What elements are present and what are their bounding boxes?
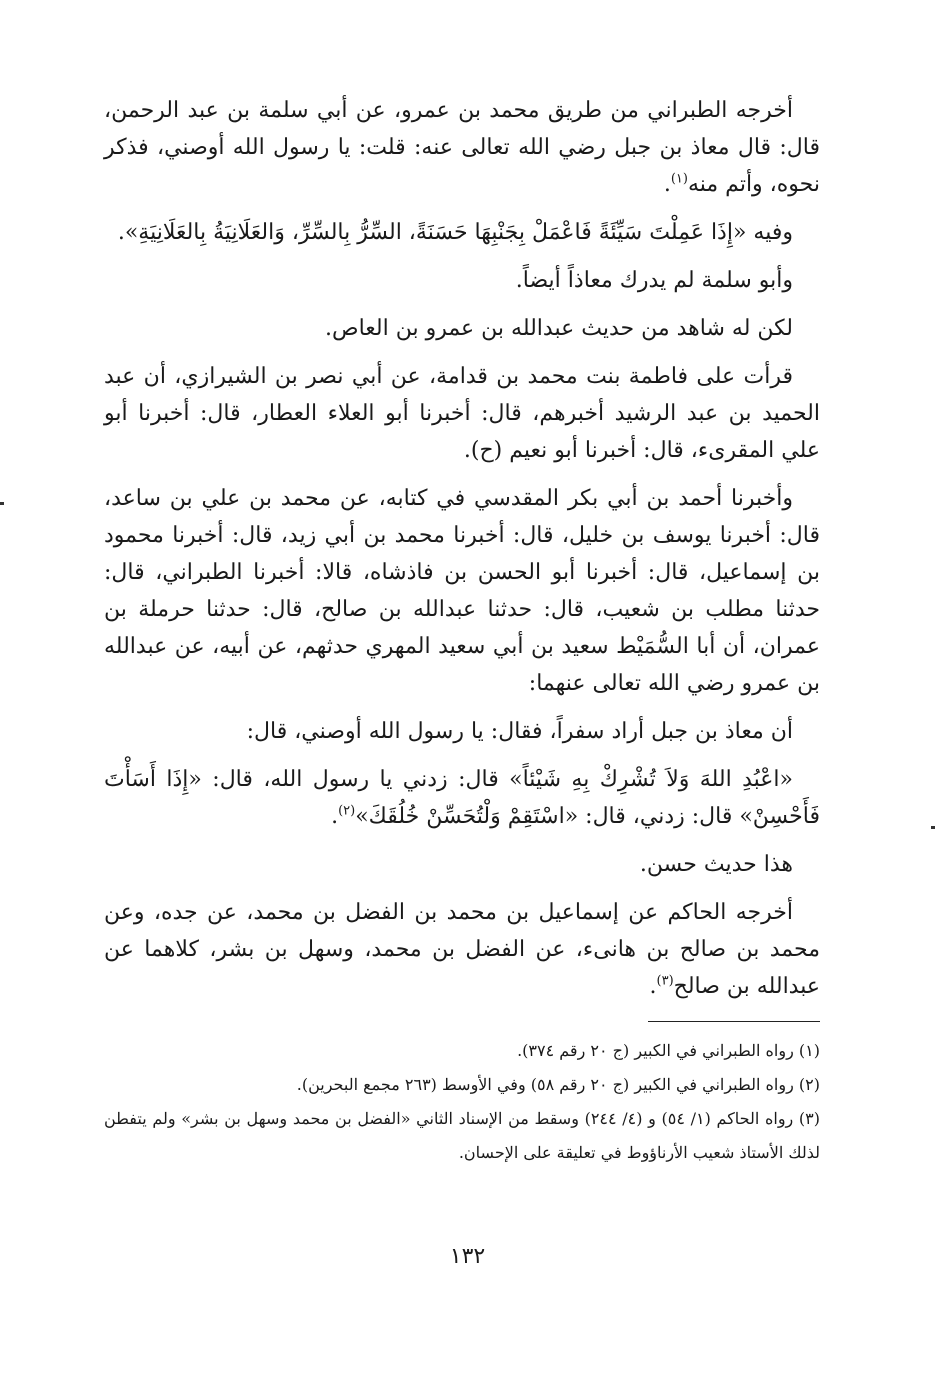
period: . (663, 172, 671, 197)
paragraph-4: لكن له شاهد من حديث عبدالله بن عمرو بن العاص. (324, 316, 793, 341)
paragraph-8 (104, 761, 820, 835)
paragraph-1 (104, 92, 820, 203)
period: . (649, 974, 657, 999)
paragraph-3: وأبو سلمة لم يدرك معاذاً أيضاً. (515, 268, 793, 293)
footnote-divider (648, 1021, 820, 1022)
paragraph-5: قرأت على فاطمة بنت محمد بن قدامة، عن أبي نصر بن الشيرازي، أن عبد الحميد بن عبد الرشيد أخبرهم، قال: أخبرنا أبو العلاء العطار، قال: أخبرنا أبو علي المقرىء، قال: أخبرنا أبو نعيم (ح). (104, 364, 820, 463)
paragraph-9: هذا حديث حسن. (639, 852, 793, 877)
paragraph-text: أخرجه الطبراني من طريق محمد بن عمرو، عن أبي سلمة بن عبد الرحمن، قال: قال معاذ بن جبل رضي الله تعالى عنه: قلت: يا رسول الله أوصني، فذكر نحوه، وأتم منه (104, 98, 820, 197)
paragraph-2: وفيه «إِذَا عَمِلْتَ سَيِّئَةً فَاعْمَلْ بِجَنْبِهَا حَسَنَةً، السِّرُّ بِالسِّرِّ، وَالعَلَانِيَةُ بِالعَلَانِيَةِ». (117, 220, 793, 245)
paragraph-10 (104, 894, 820, 1005)
paragraph-text: «اعْبُدِ اللهَ وَلاَ تُشْرِكْ بِهِ شَيْئاً» قال: زدني يا رسول الله، قال: «إِذَا أَسَأْتَ فَأَحْسِنْ» قال: زدني، قال: «اسْتَقِمْ وَلْتُحَسِّنْ خُلُقَكَ» (104, 767, 820, 829)
footnote-3: (٣) رواه الحاكم (١/ ٥٤) و (٤/ ٢٤٤) وسقط من الإسناد الثاني «الفضل بن محمد وسهل بن بشر» ولم يتفطن لذلك الأستاذ شعيب الأرناؤوط في تعليقة على الإحسان. (104, 1109, 821, 1162)
scan-edge-mark (0, 502, 4, 505)
scan-edge-mark (931, 826, 935, 829)
page-body (104, 92, 820, 1170)
paragraph-6: وأخبرنا أحمد بن أبي بكر المقدسي في كتابه، عن محمد بن علي بن ساعد، قال: أخبرنا يوسف بن خليل، قال: أخبرنا محمد بن أبي زيد، قال: أخبرنا محمود بن إسماعيل، قال: أخبرنا أبو الحسن بن فاذشاه، قالا: أخبرنا الطبراني، قال: حدثنا مطلب بن شعيب، قال: حدثنا عبدالله بن صالح، قال: حدثنا حرملة بن عمران، أن أبا السُّمَيْط سعيد بن أبي سعيد المهري حدثهم، عن أبيه، عن عبدالله بن عمرو رضي الله تعالى عنهما: (104, 486, 820, 696)
page-number: ١٣٢ (449, 1244, 486, 1269)
footnote-ref-1: (١) (670, 171, 688, 187)
footnote-2: (٢) رواه الطبراني في الكبير (ج ٢٠ رقم ٥٨) وفي الأوسط (٢٦٣ مجمع البحرين). (296, 1075, 820, 1094)
footnote-1: (١) رواه الطبراني في الكبير (ج ٢٠ رقم ٣٧٤). (517, 1041, 820, 1060)
footnote-ref-2: (٢) (338, 803, 356, 819)
paragraph-text: أخرجه الحاكم عن إسماعيل بن محمد بن الفضل بن محمد، عن جده، وعن محمد بن صالح بن هانىء، عن الفضل بن محمد، وسهل بن بشر، كلاهما عن عبدالله بن صالح (104, 900, 820, 999)
footnote-ref-3: (٣) (656, 973, 674, 989)
paragraph-7: أن معاذ بن جبل أراد سفراً، فقال: يا رسول الله أوصني، قال: (246, 719, 793, 744)
period: . (331, 804, 339, 829)
